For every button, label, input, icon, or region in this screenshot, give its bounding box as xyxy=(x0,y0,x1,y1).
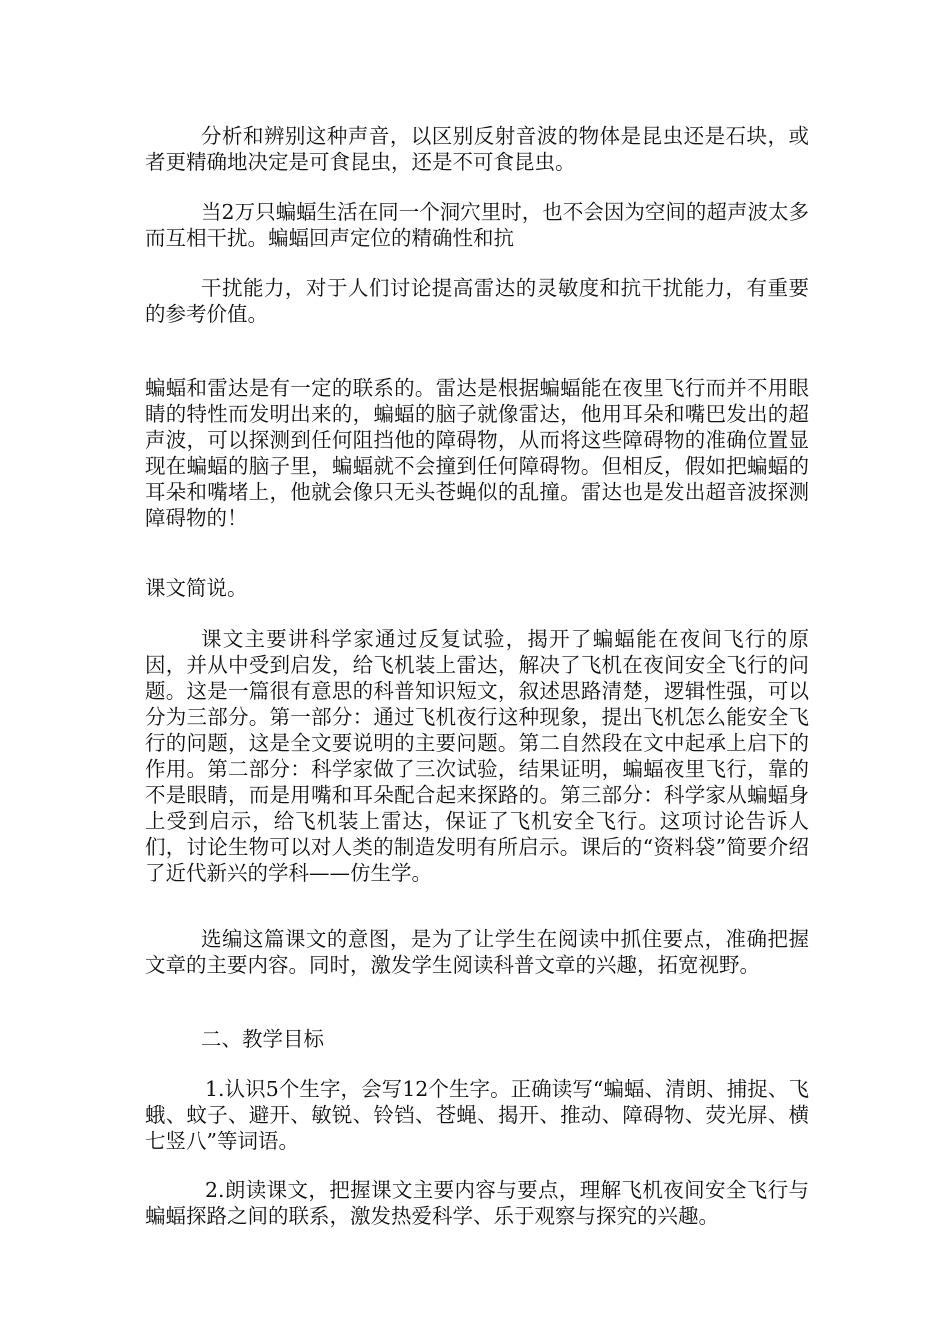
paragraph-sound-analysis: 分析和辨别这种声音，以区别反射音波的物体是昆虫还是石块，或者更精确地决定是可食昆虫，还是不可食昆虫。 xyxy=(145,124,809,174)
paragraph-lesson-summary: 课文主要讲科学家通过反复试验，揭开了蝙蝠能在夜间飞行的原因，并从中受到启发，给飞机装上雷达，解决了飞机在夜间安全飞行的问题。这是一篇很有意思的科普知识短文，叙述思路清楚，逻辑性强，可以分为三部分。第一部分：通过飞机夜行这种现象，提出飞机怎么能安全飞行的问题，这是全文要说明的主要问题。第二自然段在文中起承上启下的作用。第二部分：科学家做了三次试验，结果证明，蝙蝠夜里飞行，靠的不是眼睛，而是用嘴和耳朵配合起来探路的。第三部分：科学家从蝙蝠身上受到启示，给飞机装上雷达，保证了飞机安全飞行。这项讨论告诉人们，讨论生物可以对人类的制造发明有所启示。课后的“资料袋”简要介绍了近代新兴的学科——仿生学。 xyxy=(145,627,809,885)
paragraph-goal-1: 1.认识5个生字，会写12个生字。正确读写“蝙蝠、清朗、捕捉、飞蛾、蚊子、避开、敏锐、铃铛、苍蝇、揭开、推动、障碍物、荧光屏、横七竖八”等词语。 xyxy=(145,1077,809,1153)
paragraph-goal-2: 2.朗读课文，把握课文主要内容与要点，理解飞机夜间安全飞行与蝙蝠探路之间的联系，激发热爱科学、乐于观察与探究的兴趣。 xyxy=(145,1178,809,1228)
paragraph-anti-interference: 干扰能力，对于人们讨论提高雷达的灵敏度和抗干扰能力，有重要的参考价值。 xyxy=(145,276,809,326)
section-heading-teaching-goals: 二、教学目标 xyxy=(201,1027,324,1051)
paragraph-bat-colony: 当2万只蝙蝠生活在同一个洞穴里时，也不会因为空间的超声波太多而互相干扰。蝙蝠回声定位的精确性和抗 xyxy=(145,200,809,250)
paragraph-bats-and-radar: 蝙蝠和雷达是有一定的联系的。雷达是根据蝙蝠能在夜里飞行而并不用眼睛的特性而发明出来的，蝙蝠的脑子就像雷达，他用耳朵和嘴巴发出的超声波，可以探测到任何阻挡他的障碍物，从而将这些障碍物的准确位置显现在蝙蝠的脑子里，蝙蝠就不会撞到任何障碍物。但相反，假如把蝙蝠的耳朵和嘴堵上，他就会像只无头苍蝇似的乱撞。雷达也是发出超音波探测障碍物的！ xyxy=(145,376,809,530)
paragraph-lesson-intent: 选编这篇课文的意图，是为了让学生在阅读中抓住要点，准确把握文章的主要内容。同时，激发学生阅读科普文章的兴趣，拓宽视野。 xyxy=(145,927,809,977)
section-heading-lesson-summary: 课文简说。 xyxy=(145,576,248,600)
